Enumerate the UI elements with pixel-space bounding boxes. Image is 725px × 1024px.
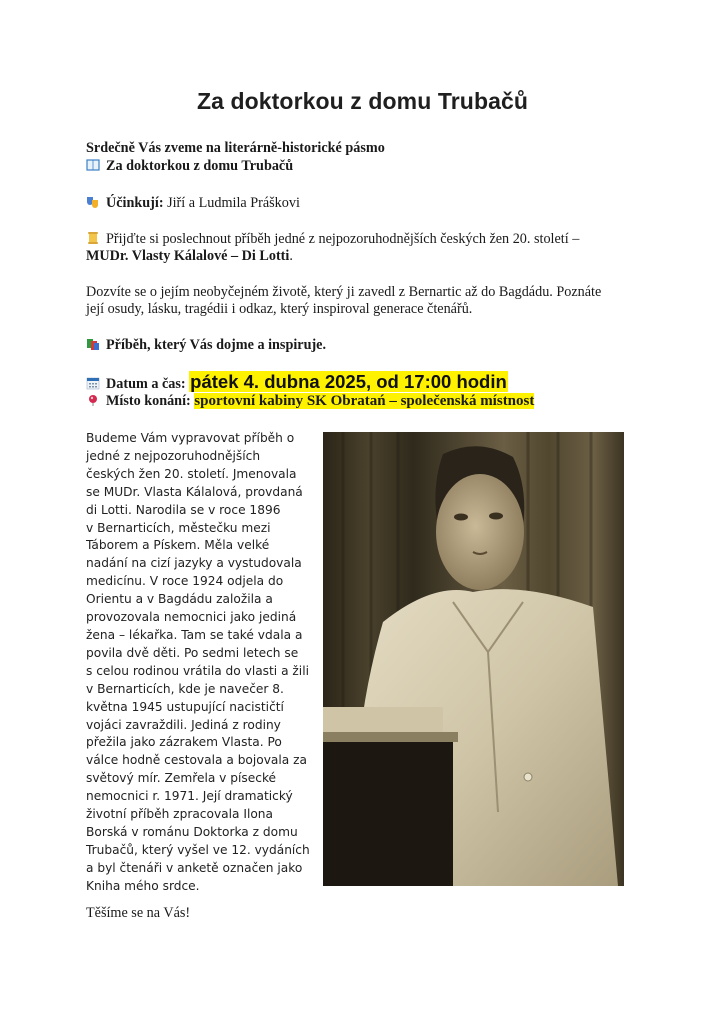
story-line: válce hodně cestovala a bojovala za bbox=[86, 753, 307, 768]
date-label: Datum a čas: bbox=[106, 376, 186, 392]
story-line: v Bernarticích, městečku mezi bbox=[86, 520, 271, 535]
performers-value: Jiří a Ludmila Práškovi bbox=[167, 195, 300, 211]
portrait-photo bbox=[323, 432, 624, 886]
calendar-icon bbox=[86, 376, 100, 390]
name-suffix: . bbox=[289, 248, 293, 264]
date-line bbox=[86, 371, 508, 393]
story-line: světový mír. Zemřela v písecké bbox=[86, 771, 277, 786]
story-line: nadání na cizí jazyky a vystudovala bbox=[86, 556, 302, 571]
story-line: Orientu a v Bagdádu založila a bbox=[86, 592, 273, 607]
story-line: provozovala nemocnici jako jediná bbox=[86, 610, 297, 625]
closing-text: Těšíme se na Vás! bbox=[86, 905, 191, 921]
story-line: jedné z nejpozoruhodnějších bbox=[86, 448, 261, 463]
invitation-text: Přijďte si poslechnout příběh jedné z nejpozoruhodnějších českých žen 20. století – bbox=[106, 231, 580, 247]
story-line: přežila jako zázrakem Vlasta. Po bbox=[86, 735, 282, 750]
story-line: vojáci zavraždili. Jediná z rodiny bbox=[86, 717, 281, 732]
story-line: v Bernarticích, kde je navečer 8. bbox=[86, 681, 284, 696]
performers-line bbox=[86, 195, 300, 212]
date-value: pátek 4. dubna 2025, od 17:00 hodin bbox=[190, 371, 507, 392]
story-line: povila dvě děti. Po sedmi letech se bbox=[86, 645, 299, 660]
story-line: Borská v románu Doktorka z domu bbox=[86, 824, 298, 839]
performers-label: Účinkují: bbox=[106, 195, 164, 211]
invite-line: Srdečně Vás zveme na literárně-historické pásmo bbox=[86, 140, 385, 156]
story-line: května 1945 ustupující nacističtí bbox=[86, 699, 284, 714]
story-line: žena – lékařka. Tam se také vdala a bbox=[86, 627, 303, 642]
tagline-line bbox=[86, 337, 326, 354]
story-line: Budeme Vám vypravovat příběh o bbox=[86, 431, 295, 445]
story-line: di Lotti. Narodila se v roce 1896 bbox=[86, 502, 281, 517]
program-title: Za doktorkou z domu Trubačů bbox=[106, 158, 294, 174]
story-line: českých žen 20. století. Jmenovala bbox=[86, 466, 297, 481]
doctor-name-line bbox=[86, 248, 293, 265]
invitation-line bbox=[86, 231, 579, 248]
page-title: Za doktorkou z domu Trubačů bbox=[196, 88, 529, 114]
story-line: s celou rodinou vrátila do vlasti a žili bbox=[86, 663, 309, 678]
story-line: Kniha mého srdce. bbox=[86, 878, 200, 893]
books-icon bbox=[86, 337, 100, 351]
story-line: Trubačů, který vyšel ve 12. vydáních bbox=[86, 842, 310, 857]
story-line: nemocnici r. 1971. Její dramatický bbox=[86, 789, 293, 804]
story-line: se MUDr. Vlasta Kálalová, provdaná bbox=[86, 484, 303, 499]
place-value: sportovní kabiny SK Obratań – společenská místnost bbox=[194, 393, 535, 409]
scroll-icon bbox=[86, 231, 100, 245]
place-label: Místo konání: bbox=[106, 393, 191, 409]
tagline-text: Příběh, který Vás dojme a inspiruje. bbox=[106, 337, 327, 353]
program-title-line bbox=[86, 158, 293, 175]
story-line: a byl čtenáři v anketě označen jako bbox=[86, 860, 303, 875]
story-paragraph bbox=[86, 430, 308, 896]
story-line: medicínu. V roce 1924 odjela do bbox=[86, 574, 284, 589]
location-pin-icon bbox=[86, 393, 100, 407]
doctor-name: MUDr. Vlasty Kálalové – Di Lotti bbox=[86, 248, 290, 264]
open-book-icon bbox=[86, 158, 100, 172]
story-line: životní příběh zpracovala Ilona bbox=[86, 807, 273, 822]
place-line bbox=[86, 393, 534, 410]
description-line-1: Dozvíte se o jejím neobyčejném životě, který ji zavedl z Bernartic až do Bagdádu. Poznáte bbox=[86, 284, 602, 300]
theater-masks-icon bbox=[86, 195, 100, 209]
portrait-illustration bbox=[323, 432, 624, 886]
story-line: Táborem a Pískem. Měla velké bbox=[86, 538, 270, 553]
description-line-2: její osudy, lásku, tragédii i odkaz, který inspiroval generace čtenářů. bbox=[86, 301, 473, 317]
